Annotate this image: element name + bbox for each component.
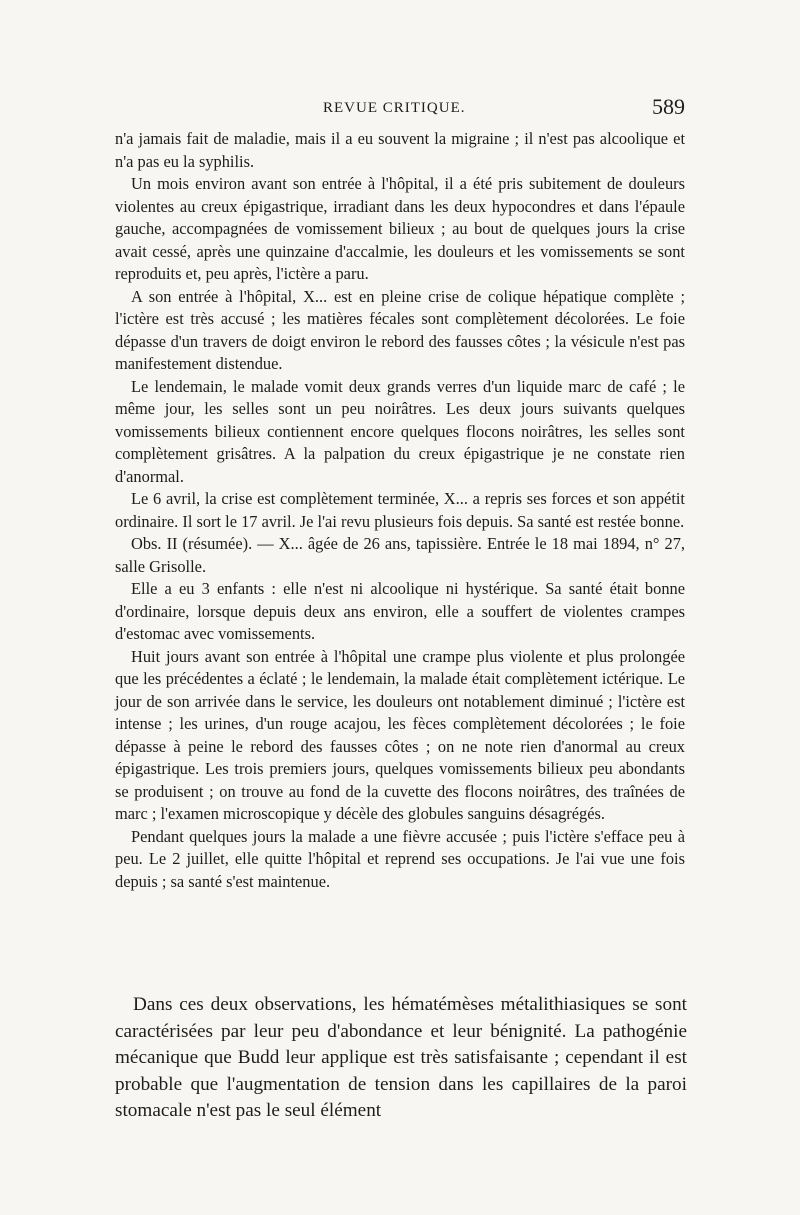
observation-heading: Obs. II (résumée). — X... âgée de 26 ans, tapissière. Entrée le 18 mai 1894, n° 27, salle Grisolle. <box>115 534 685 576</box>
paragraph-continuation: n'a jamais fait de maladie, mais il a eu souvent la migraine ; il n'est pas alcoolique et n'a pas eu la syphilis. <box>115 129 685 171</box>
paragraph: Pendant quelques jours la malade a une fièvre accusée ; puis l'ictère s'efface peu à peu. Le 2 juillet, elle quitte l'hôpital et reprend ses occupations. Je l'ai vue une fois depuis ; sa santé s'est maintenue. <box>115 826 685 891</box>
conclusion-paragraph: Dans ces deux observations, les hématémèses métalithiasiques se sont caractérisées par leur peu d'abondance et leur bénignité. La pathogénie mécanique que Budd leur applique est très satisfaisante ; cependant il est probable que l'augmentation de tension dans les capillaires de la paroi stomacale n'est pas le seul élément <box>115 994 687 1121</box>
observations-text <box>115 128 685 893</box>
conclusion-text <box>115 992 687 1125</box>
paragraph: Huit jours avant son entrée à l'hôpital une crampe plus violente et plus prolongée que les précédentes a éclaté ; le lendemain, la malade était complètement ictérique. Le jour de son arrivée dans le service, les douleurs ont notablement diminué ; l'ictère est intense ; les urines, d'un rouge acajou, les fèces complètement décolorées ; le foie dépasse à peine le rebord des fausses côtes ; on ne note rien d'anormal au creux épigastrique. Les trois premiers jours, quelques vomissements bilieux peu abondants se produisent ; on trouve au fond de la cuvette des flocons noirâtres, des traînées de marc ; l'examen microscopique y décèle des globules sanguins désagrégés. <box>115 646 685 823</box>
paragraph: Elle a eu 3 enfants : elle n'est ni alcoolique ni hystérique. Sa santé était bonne d'ordinaire, lorsque depuis deux ans environ, elle a souffert de violentes crampes d'estomac avec vomissements. <box>115 579 685 643</box>
paragraph: Un mois environ avant son entrée à l'hôpital, il a été pris subitement de douleurs violentes au creux épigastrique, irradiant dans les deux hypocondres et dans l'épaule gauche, accompagnées de vomissement bilieux ; au bout de quelques jours la crise avait cessé, après une quinzaine d'accalmie, les douleurs et les vomissements se sont reproduits et, peu après, l'ictère a paru. <box>115 174 685 283</box>
running-title: REVUE CRITIQUE. <box>323 100 466 116</box>
page-number: 589 <box>652 94 685 119</box>
paragraph: Le lendemain, le malade vomit deux grands verres d'un liquide marc de café ; le même jour, les selles sont un peu noirâtres. Les deux jours suivants quelques vomissements bilieux contiennent encore quelques flocons noirâtres, les selles sont complètement grisâtres. A la palpation du creux épigastrique je ne constate rien d'anormal. <box>115 376 685 486</box>
paragraph: A son entrée à l'hôpital, X... est en pleine crise de colique hépatique complète ; l'ictère est très accusé ; les matières fécales sont complètement décolorées. Le foie dépasse d'un travers de doigt environ le rebord des fausses côtes ; la vésicule n'est pas manifestement distendue. <box>115 286 685 373</box>
paragraph: Le 6 avril, la crise est complètement terminée, X... a repris ses forces et son appétit ordinaire. Il sort le 17 avril. Je l'ai revu plusieurs fois depuis. Sa santé est restée bonne. <box>115 489 685 531</box>
page-header <box>115 94 685 124</box>
